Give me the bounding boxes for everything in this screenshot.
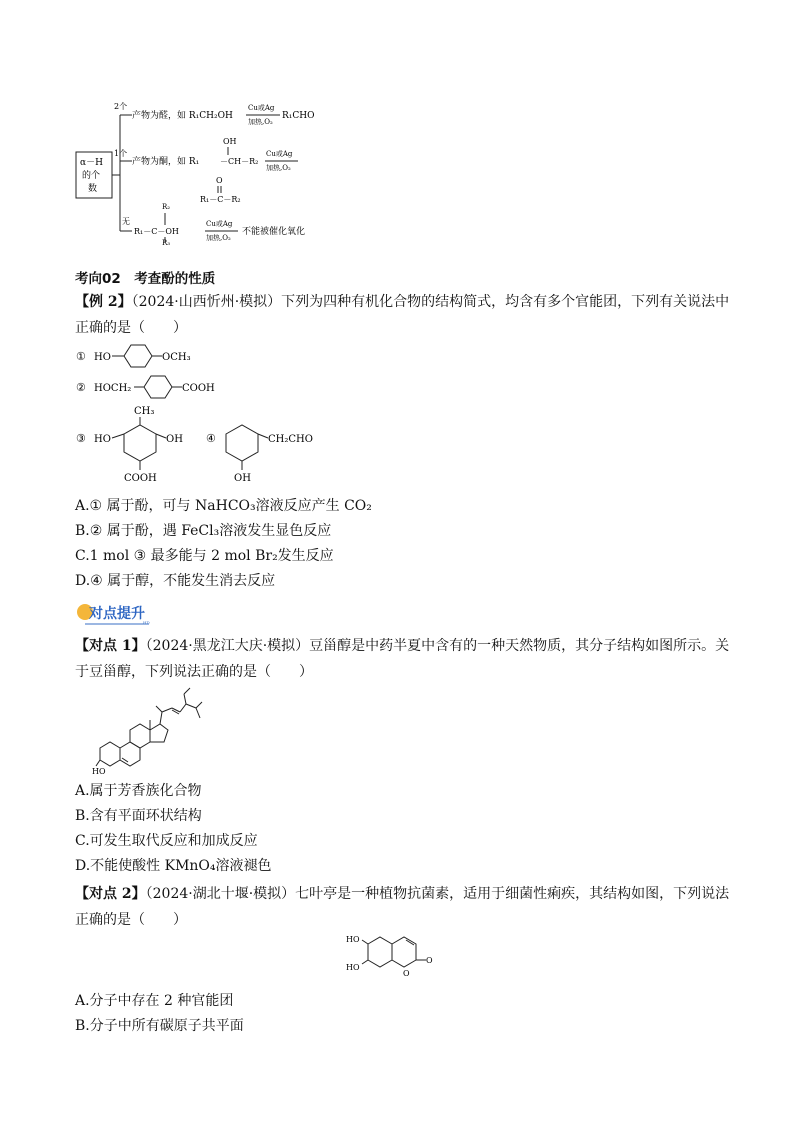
ch3-3: CH₃ bbox=[134, 406, 155, 417]
practice2-label: 【对点 2】 bbox=[75, 886, 146, 902]
label-1: ① bbox=[76, 350, 86, 363]
practice2-option-a: A.分子中存在 2 种官能团 bbox=[75, 993, 234, 1009]
branch3-result: 不能被催化氧化 bbox=[242, 227, 306, 237]
ho-3: HO bbox=[94, 434, 111, 445]
branch2-text: 产物为酮，如 R₁ bbox=[132, 157, 200, 167]
practice1-label: 【对点 1】 bbox=[75, 638, 146, 654]
alpha-h-diagram bbox=[70, 95, 330, 245]
example2-option-b: B.② 属于酚，遇 FeCl₃溶液发生显色反应 bbox=[75, 523, 332, 539]
practice1-option-b: B.含有平面环状结构 bbox=[75, 808, 202, 824]
label-3: ③ bbox=[76, 432, 86, 445]
practice1-question bbox=[75, 636, 729, 656]
catalyst-1-bottom: 加热,O₂ bbox=[248, 118, 273, 126]
practice1-option-d: D.不能使酸性 KMnO₄溶液褪色 bbox=[75, 858, 272, 874]
label-4: ④ bbox=[206, 432, 216, 445]
och3: OCH₃ bbox=[162, 352, 191, 363]
badge-text: 对点提升 bbox=[89, 606, 145, 622]
branch1-product: R₁CHO bbox=[282, 111, 315, 121]
o-label: O bbox=[216, 176, 223, 185]
oh-label: OH bbox=[223, 137, 237, 146]
example2-option-d: D.④ 属于醇，不能发生消去反应 bbox=[75, 573, 276, 589]
example2-option-c: C.1 mol ③ 最多能与 2 mol Br₂发生反应 bbox=[75, 548, 334, 564]
carbonyl-o: O bbox=[426, 956, 433, 965]
example2-option-a: A.① 属于酚，可与 NaHCO₃溶液反应产生 CO₂ bbox=[75, 498, 372, 514]
practice2-text2: 正确的是（ ） bbox=[75, 912, 187, 928]
practice-badge bbox=[75, 600, 157, 626]
example2-text2: 正确的是（ ） bbox=[75, 320, 187, 336]
practice1-option-a: A.属于芳香族化合物 bbox=[75, 783, 202, 799]
catalyst-2-bottom: 加热,O₂ bbox=[266, 164, 291, 172]
r2-label: R₂ bbox=[162, 203, 171, 211]
catalyst-1-top: Cu或Ag bbox=[248, 104, 275, 112]
practice1-text: （2024·黑龙江大庆·模拟）豆甾醇是中药半夏中含有的一种天然物质，其分子结构如图所示。关 bbox=[145, 638, 730, 654]
ho-label-stig: HO bbox=[92, 767, 106, 776]
example2-label: 【例 2】 bbox=[75, 294, 132, 310]
oh-4: OH bbox=[234, 473, 251, 484]
ch-label: －CH－R₂ bbox=[220, 157, 259, 166]
esculetin-structure bbox=[344, 930, 464, 986]
ho-top: HO bbox=[346, 935, 360, 944]
cooh-2: COOH bbox=[182, 383, 215, 394]
branch1-formula: 产物为醛，如 R₁CH₂OH bbox=[132, 111, 233, 121]
svg-text:HD: HD bbox=[143, 620, 150, 625]
ho-bottom: HO bbox=[346, 963, 360, 972]
structures-1-4 bbox=[72, 342, 372, 490]
label-2: ② bbox=[76, 381, 86, 394]
tertiary-label: R₁－C－OH bbox=[134, 227, 179, 236]
cooh-3: COOH bbox=[124, 473, 157, 484]
ch2cho: CH₂CHO bbox=[268, 434, 313, 445]
practice2-option-b: B.分子中所有碳原子共平面 bbox=[75, 1018, 244, 1034]
section-title: 考向02 考查酚的性质 bbox=[75, 271, 216, 287]
practice2-text: （2024·湖北十堰·模拟）七叶亭是一种植物抗菌素，适用于细菌性痢疾，其结构如图，下列说法 bbox=[145, 886, 730, 902]
oh-3: OH bbox=[166, 434, 183, 445]
catalyst-3-bottom: 加热,O₂ bbox=[206, 234, 231, 242]
branch2-count: 1个 bbox=[114, 149, 128, 158]
ketone-label: R₁－C－R₂ bbox=[200, 195, 241, 204]
ho-1: HO bbox=[94, 352, 111, 363]
box-label-3: 数 bbox=[88, 184, 98, 194]
branch1-count: 2个 bbox=[114, 102, 128, 111]
r3-label: R₃ bbox=[162, 239, 171, 245]
example2-text: （2024·山西忻州·模拟）下列为四种有机化合物的结构简式，均含有多个官能团，下列有关说法中 bbox=[131, 294, 730, 310]
ring-o: O bbox=[403, 969, 410, 978]
catalyst-2-top: Cu或Ag bbox=[266, 150, 293, 158]
box-label-2: 的个 bbox=[82, 171, 101, 181]
box-label-1: α－H bbox=[80, 158, 103, 168]
hoch2: HOCH₂ bbox=[94, 383, 132, 394]
catalyst-3-top: Cu或Ag bbox=[206, 220, 233, 228]
practice1-option-c: C.可发生取代反应和加成反应 bbox=[75, 833, 258, 849]
example2-question bbox=[75, 292, 729, 312]
stigmasterol-structure bbox=[92, 686, 222, 776]
practice2-question bbox=[75, 884, 729, 904]
branch3-count: 无 bbox=[122, 217, 130, 226]
practice1-text2: 于豆甾醇，下列说法正确的是（ ） bbox=[75, 664, 313, 680]
